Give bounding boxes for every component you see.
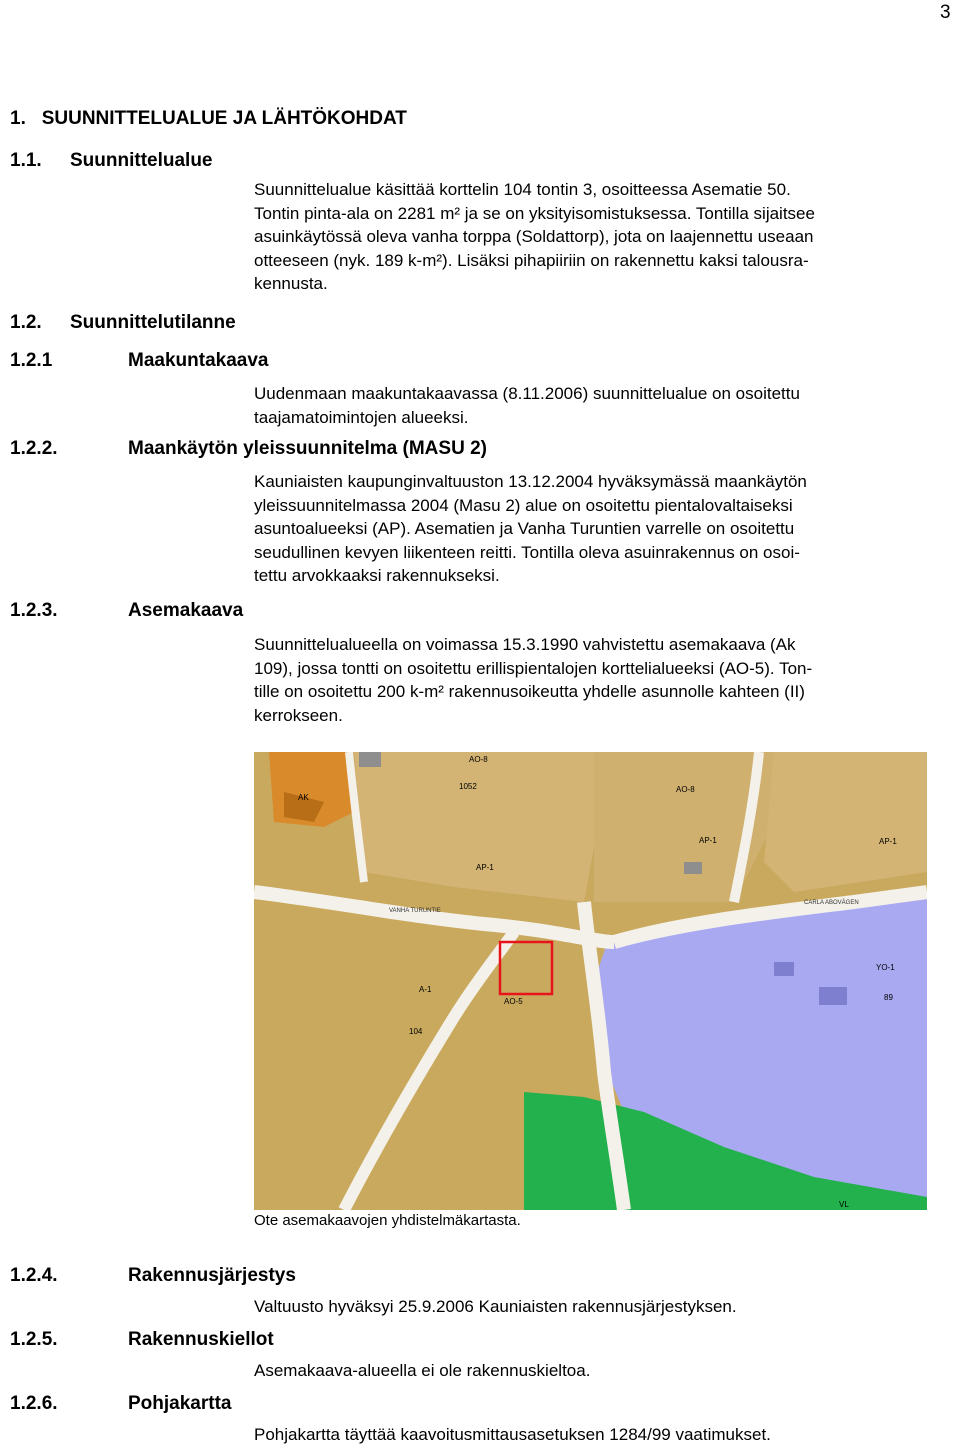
text-line: asuinkäytössä oleva vanha torppa (Soldattorp), jota on laajennettu useaan (254, 227, 814, 246)
section-1-2-3-title: Asemakaava (128, 600, 244, 621)
section-1-1-heading (10, 150, 42, 172)
map-label-ao8: AO-8 (676, 785, 695, 794)
map-label-89: 89 (884, 993, 893, 1002)
map-label-ap1: AP-1 (879, 837, 897, 846)
section-1-2-2-title: Maankäytön yleissuunnitelma (MASU 2) (128, 438, 487, 459)
text-line: Tontin pinta-ala on 2281 m² ja se on yksityisomistuksessa. Tontilla sijaitsee (254, 203, 815, 223)
map-label-vanha-turuntie: VANHA TURUNTIE (389, 908, 441, 914)
paragraph-suunnittelualue (254, 178, 959, 296)
paragraph-pohjakartta: Pohjakartta täyttää kaavoitusmittausasetuksen 1284/99 vaatimukset. (254, 1425, 771, 1444)
map-label-ap1: AP-1 (476, 863, 494, 872)
text-line: 109), jossa tontti on osoitettu erillispientalojen korttelialueeksi (AO-5). Ton- (254, 658, 813, 678)
text-line: Suunnittelualueella on voimassa 15.3.1990 vahvistettu asemakaava (Ak (254, 635, 796, 654)
paragraph-maakuntakaava (254, 382, 959, 429)
section-1-2-2-number: 1.2.2. (10, 438, 58, 459)
text-line: otteeseen (nyk. 189 k-m²). Lisäksi pihapiiriin on rakennettu kaksi talousra- (254, 250, 809, 270)
map-label-yo1: YO-1 (876, 963, 895, 972)
section-1-2-title: Suunnittelutilanne (70, 312, 236, 333)
map-label-ao8: AO-8 (469, 755, 488, 764)
map-caption: Ote asemakaavojen yhdistelmäkartasta. (254, 1212, 521, 1229)
text-line: yleissuunnitelmassa 2004 (Masu 2) alue on osoitettu pientalovaltaiseksi (254, 495, 793, 515)
zoning-map (254, 752, 927, 1210)
text-line: tille on osoitettu 200 k-m² rakennusoikeutta yhdelle asunnolle kahteen (II) (254, 682, 805, 701)
map-label-104: 104 (409, 1027, 423, 1036)
heading-1 (10, 108, 407, 130)
section-1-1-title: Suunnittelualue (70, 150, 213, 171)
map-label-ao5: AO-5 (504, 997, 523, 1006)
text-line: Uudenmaan maakuntakaavassa (8.11.2006) suunnittelualue on osoitettu (254, 384, 800, 403)
heading-1-number: 1. (10, 108, 26, 129)
paragraph-asemakaava (254, 633, 959, 727)
section-1-2-4-title: Rakennusjärjestys (128, 1265, 296, 1286)
text-line: asuntoalueeksi (AP). Asematien ja Vanha Turuntien varrelle on osoitettu (254, 519, 795, 538)
heading-1-title: SUUNNITTELUALUE JA LÄHTÖKOHDAT (41, 108, 407, 129)
text-line: Kauniaisten kaupunginvaltuuston 13.12.2004 hyväksymässä maankäytön (254, 472, 807, 491)
text-line: kennusta. (254, 274, 328, 293)
section-1-2-5-title: Rakennuskiellot (128, 1329, 274, 1350)
paragraph-rakennusjarjestys: Valtuusto hyväksyi 25.9.2006 Kauniaisten rakennusjärjestyksen. (254, 1297, 737, 1316)
map-label-1052: 1052 (459, 782, 477, 791)
text-line: seudullinen kevyen liikenteen reitti. Tontilla oleva asuinrakennus on osoi- (254, 542, 800, 562)
page-number: 3 (940, 2, 951, 23)
section-1-2-4-number: 1.2.4. (10, 1265, 58, 1286)
paragraph-masu (254, 470, 959, 588)
text-line: taajamatoimintojen alueeksi. (254, 407, 469, 427)
text-line: Suunnittelualue käsittää korttelin 104 tontin 3, osoitteessa Asematie 50. (254, 180, 791, 199)
text-line: kerrokseen. (254, 705, 343, 725)
map-label-carla-abovagen: CARLA ABOVÄGEN (804, 900, 859, 906)
section-1-2-6-number: 1.2.6. (10, 1393, 58, 1414)
map-label-a1: A-1 (419, 985, 432, 994)
section-1-2-1-title: Maakuntakaava (128, 350, 269, 371)
section-1-2-1-number: 1.2.1 (10, 350, 53, 371)
text-line: tettu arvokkaaksi rakennukseksi. (254, 566, 500, 585)
paragraph-rakennuskiellot: Asemakaava-alueella ei ole rakennuskieltoa. (254, 1361, 591, 1380)
section-1-2-number: 1.2. (10, 312, 42, 333)
section-1-2-3-number: 1.2.3. (10, 600, 58, 621)
map-label-vl: VL (839, 1200, 849, 1209)
section-1-2-5-number: 1.2.5. (10, 1329, 58, 1350)
map-label-ak: AK (298, 793, 309, 802)
map-label-ap1: AP-1 (699, 836, 717, 845)
section-1-2-6-title: Pohjakartta (128, 1393, 232, 1414)
section-number: 1.1. (10, 150, 42, 171)
